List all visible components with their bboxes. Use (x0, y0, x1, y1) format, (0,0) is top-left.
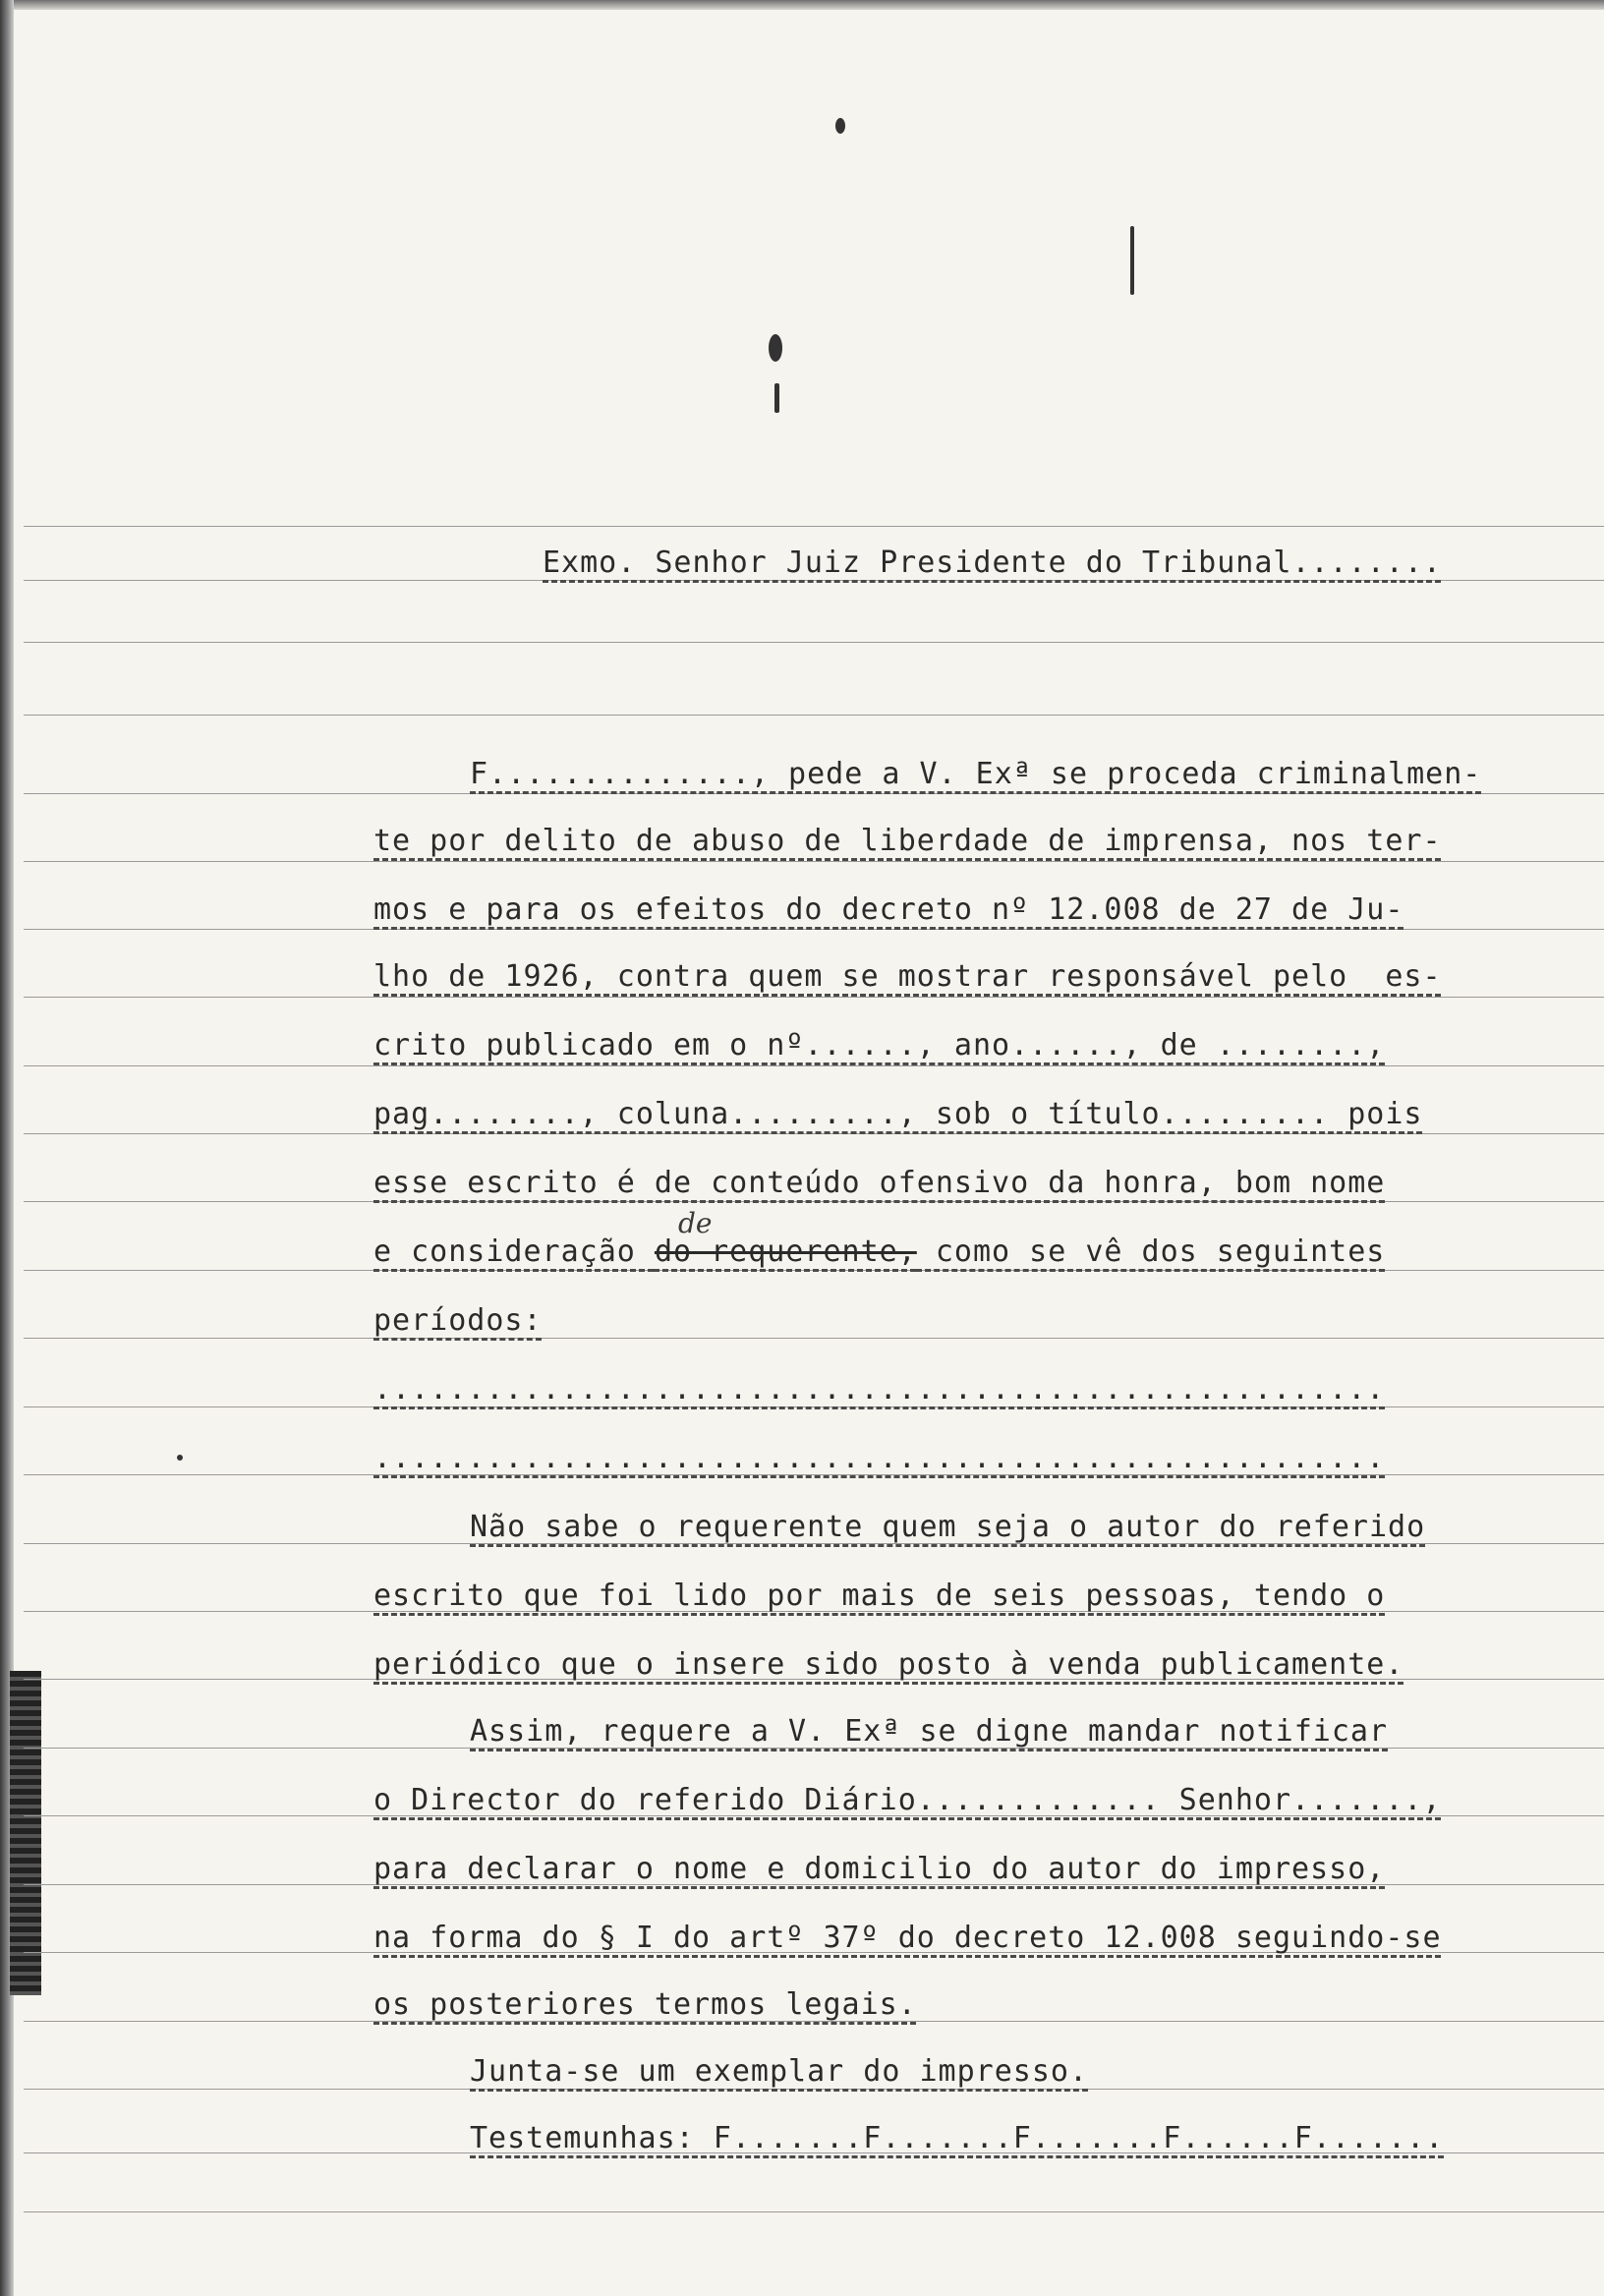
text-line: pag........, coluna........., sob o título......... pois (373, 1097, 1423, 1131)
ink-speck (774, 383, 779, 413)
ruled-line (24, 642, 1604, 643)
text-line: na forma do § I do artº 37º do decreto 12.008 seguindo-se (373, 1921, 1442, 1955)
text-line: escrito que foi lido por mais de seis pessoas, tendo o (373, 1578, 1386, 1613)
text-line: os posteriores termos legais. (373, 1987, 917, 2022)
ruled-line (24, 2211, 1604, 2212)
text-line: Não sabe o requerente quem seja o autor do referido (470, 1510, 1426, 1544)
text-line: F.............., pede a V. Exª se proceda criminalmen- (470, 757, 1482, 791)
text-line: Junta-se um exemplar do impresso. (470, 2054, 1089, 2089)
ink-speck (177, 1455, 183, 1461)
text-line: esse escrito é de conteúdo ofensivo da honra, bom nome (373, 1166, 1386, 1200)
text-line: períodos: (373, 1303, 543, 1338)
ruled-line (24, 929, 1604, 930)
text-line: mos e para os efeitos do decreto nº 12.008 de 27 de Ju- (373, 892, 1404, 927)
ruled-line (24, 1201, 1604, 1202)
ink-speck (1130, 226, 1134, 295)
text-line: para declarar o nome e domicilio do autor do impresso, (373, 1852, 1386, 1886)
text-line-with-correction (373, 1234, 1385, 1270)
dotted-line: ...................................................... (373, 1441, 1386, 1475)
ruled-line (24, 526, 1604, 527)
dotted-line: ...................................................... (373, 1372, 1386, 1406)
text-line: o Director do referido Diário............. Senhor......., (373, 1783, 1442, 1817)
ruled-line (24, 793, 1604, 794)
ruled-line (24, 1133, 1604, 1134)
text-segment: como se vê dos seguintes (916, 1234, 1386, 1269)
text-line: periódico que o insere sido posto à venda publicamente. (373, 1647, 1404, 1682)
text-line: Assim, requere a V. Exª se digne mandar notificar (470, 1714, 1389, 1749)
handwritten-insertion: de (678, 1207, 713, 1239)
scan-top-edge (0, 0, 1604, 10)
text-line: crito publicado em o nº......, ano......, de ........, (373, 1028, 1386, 1062)
ruled-line (24, 1270, 1604, 1271)
text-segment: e consideração (373, 1234, 655, 1269)
ruled-line (24, 1065, 1604, 1066)
ink-speck (769, 334, 782, 362)
text-line: lho de 1926, contra quem se mostrar responsável pelo es- (373, 959, 1442, 994)
witnesses-line: Testemunhas: F.......F.......F.......F......F....... (470, 2121, 1445, 2155)
ink-speck (835, 118, 845, 134)
ruled-line (24, 715, 1604, 716)
ruled-line (24, 861, 1604, 862)
salutation-line: Exmo. Senhor Juiz Presidente do Tribunal........ (543, 545, 1442, 580)
text-line: te por delito de abuso de liberdade de imprensa, nos ter- (373, 824, 1442, 858)
ruled-line (24, 997, 1604, 998)
struck-text: do requerente, (654, 1234, 917, 1269)
binding-mark (10, 1671, 41, 1995)
ruled-line (24, 1338, 1604, 1339)
